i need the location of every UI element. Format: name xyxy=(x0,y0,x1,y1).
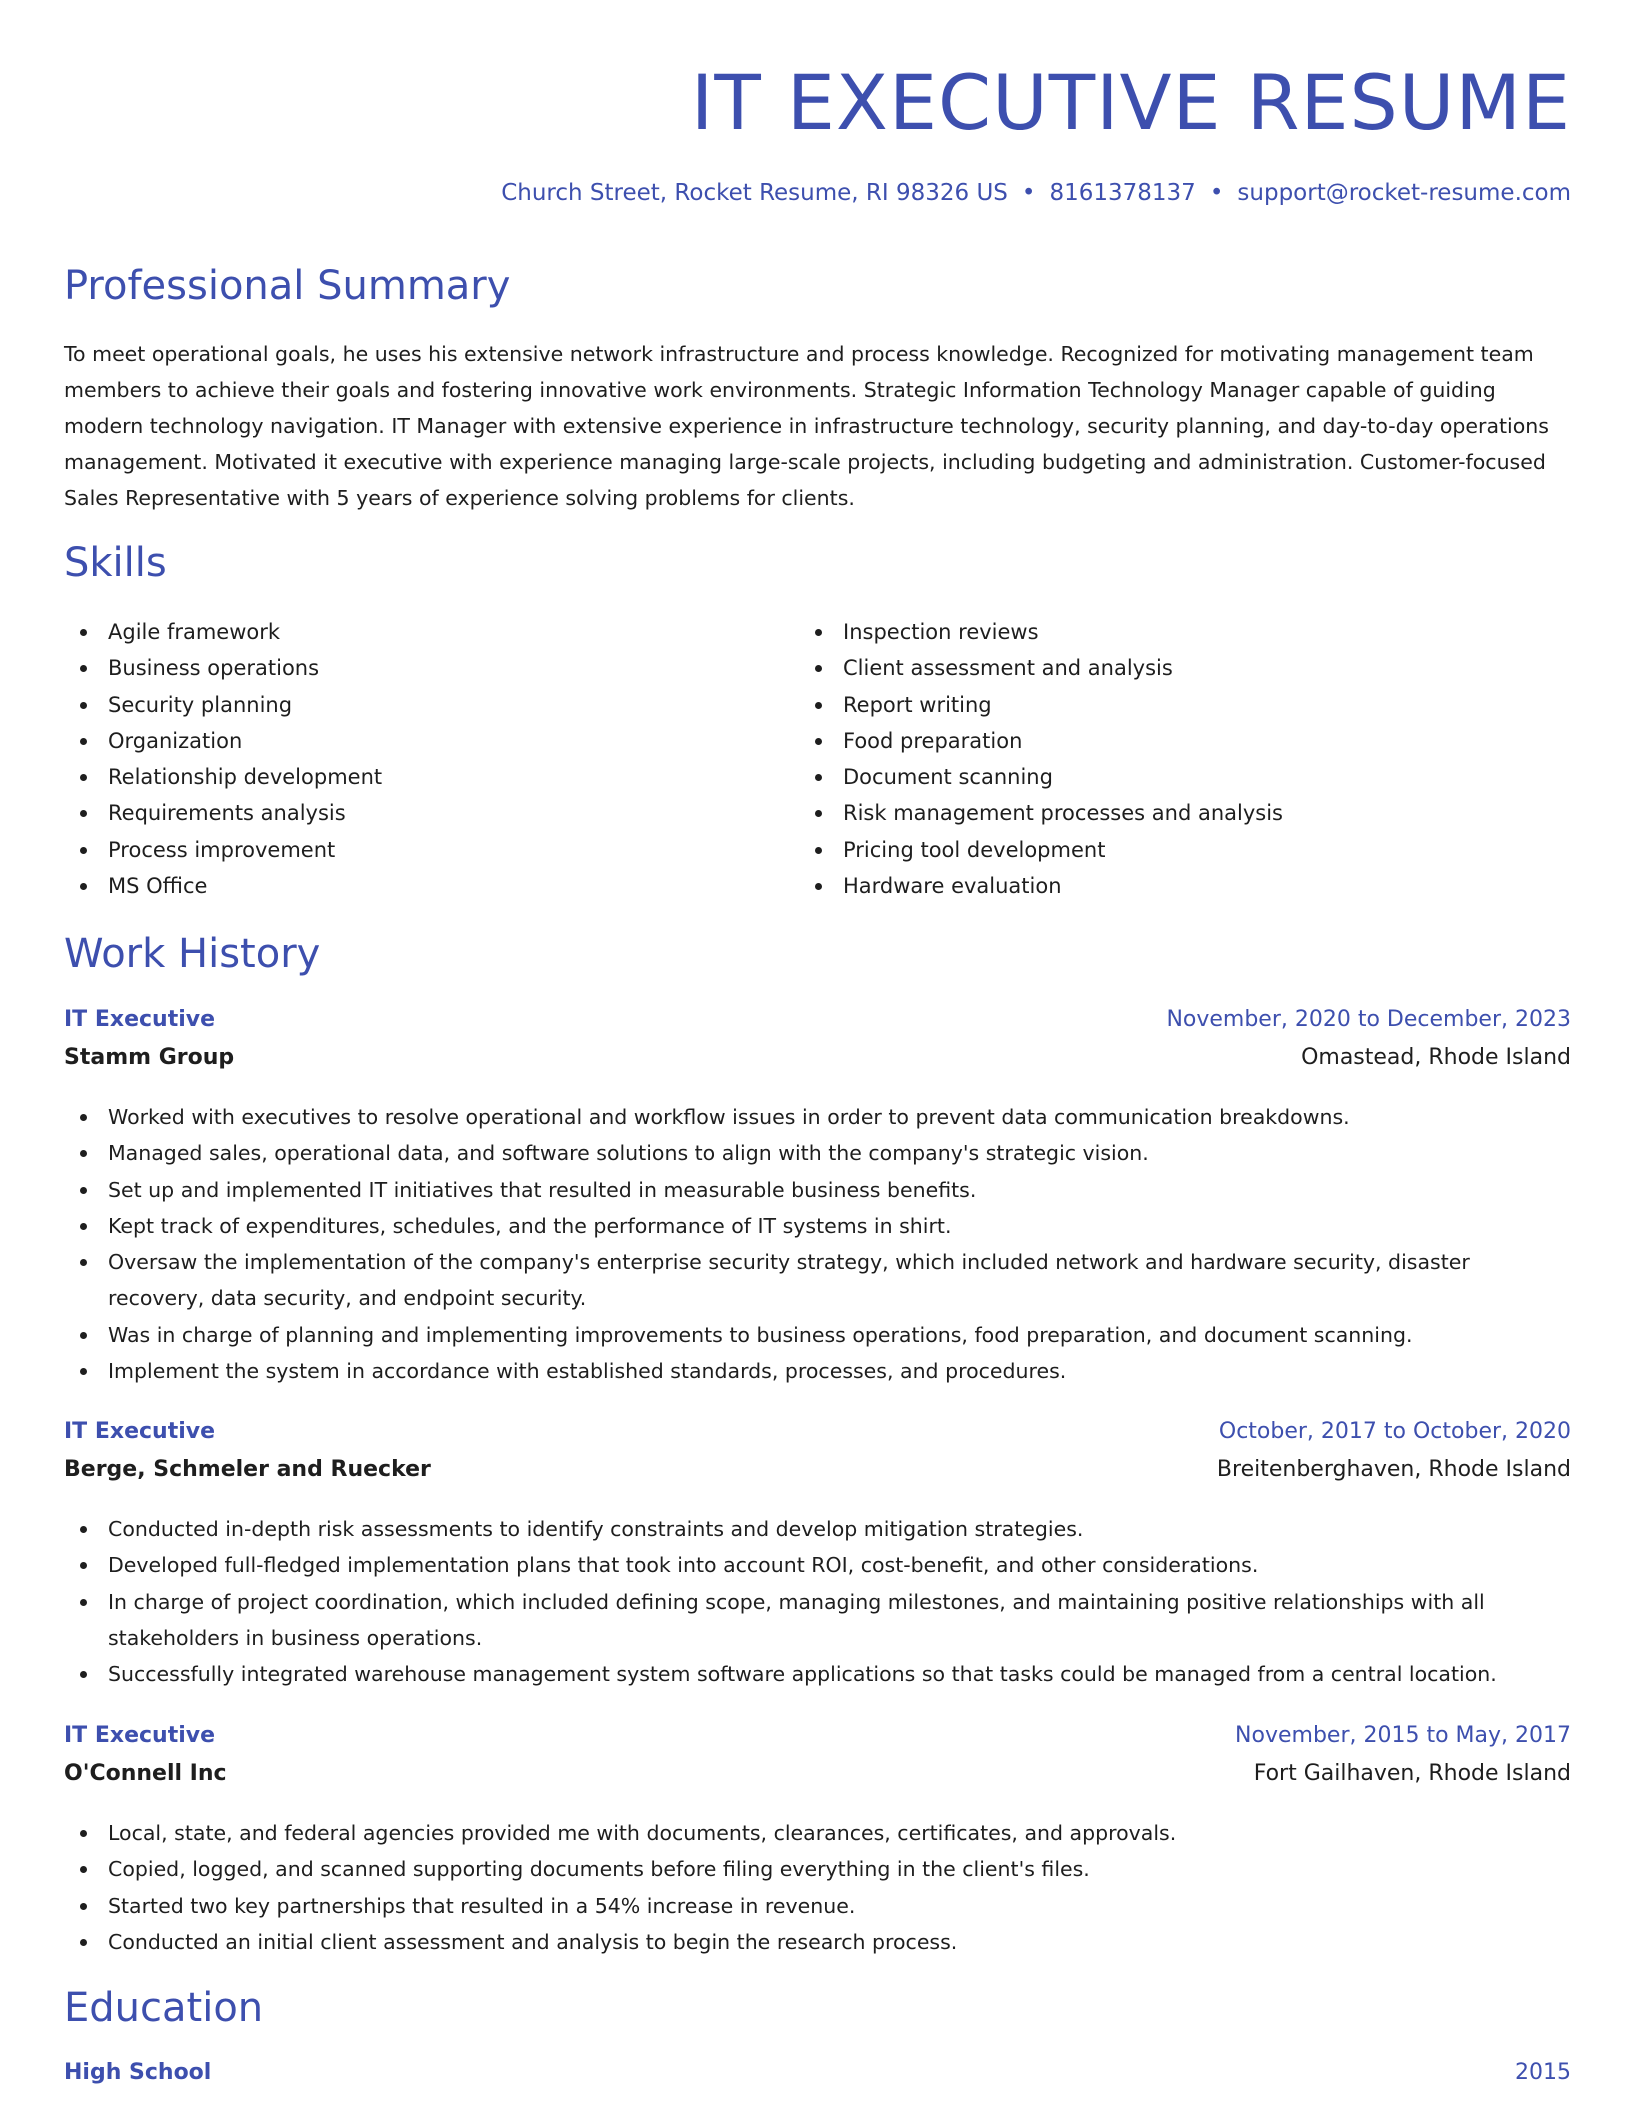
job-bullet: Implement the system in accordance with established standards, processes, and procedures. xyxy=(64,1353,1544,1389)
skill-item: Business operations xyxy=(64,650,764,686)
skill-item: Food preparation xyxy=(799,723,1559,759)
skill-item: Organization xyxy=(64,723,764,759)
skill-item: MS Office xyxy=(64,868,764,904)
skill-item: Agile framework xyxy=(64,614,764,650)
job-location: Omastead, Rhode Island xyxy=(1301,1045,1571,1070)
job-dates: November, 2015 to May, 2017 xyxy=(1235,1723,1571,1748)
job-location: Breitenberghaven, Rhode Island xyxy=(1216,1457,1571,1482)
contact-address: Church Street, Rocket Resume, RI 98326 US xyxy=(501,180,1008,206)
skill-item: Relationship development xyxy=(64,759,764,795)
job-dates: November, 2020 to December, 2023 xyxy=(1166,1007,1571,1032)
skill-item: Report writing xyxy=(799,687,1559,723)
job-bullet: In charge of project coordination, which included defining scope, managing milestones, and maintaining positive relationships with all stakeholders in business operations. xyxy=(64,1584,1544,1657)
skill-item: Client assessment and analysis xyxy=(799,650,1559,686)
resume-title: IT EXECUTIVE RESUME xyxy=(690,58,1571,147)
skills-list-right xyxy=(799,614,1559,904)
job-title: IT Executive xyxy=(64,1419,216,1444)
education-entry xyxy=(64,2060,1571,2098)
job-bullet: Kept track of expenditures, schedules, and the performance of IT systems in shirt. xyxy=(64,1208,1544,1244)
job-bullet: Conducted an initial client assessment and analysis to begin the research process. xyxy=(64,1924,1544,1960)
job-bullets xyxy=(64,1099,1544,1389)
job-bullet: Set up and implemented IT initiatives that resulted in measurable business benefits. xyxy=(64,1172,1544,1208)
job-dates: October, 2017 to October, 2020 xyxy=(1218,1419,1571,1444)
job-title: IT Executive xyxy=(64,1007,216,1032)
skill-item: Requirements analysis xyxy=(64,795,764,831)
contact-separator: • xyxy=(1209,180,1224,206)
education-heading: Education xyxy=(64,1985,264,2031)
job-bullet: Managed sales, operational data, and software solutions to align with the company's strategic vision. xyxy=(64,1135,1544,1171)
contact-phone: 8161378137 xyxy=(1049,180,1196,206)
education-degree: High School xyxy=(64,2060,212,2085)
job-bullet: Developed full-fledged implementation plans that took into account ROI, cost-benefit, and other considerations. xyxy=(64,1547,1544,1583)
job-bullet: Oversaw the implementation of the company's enterprise security strategy, which included network and hardware security, disaster recovery, data security, and endpoint security. xyxy=(64,1244,1544,1317)
summary-heading: Professional Summary xyxy=(64,263,511,309)
job-bullets xyxy=(64,1511,1544,1692)
job-bullets xyxy=(64,1815,1544,1960)
job-bullet: Conducted in-depth risk assessments to identify constraints and develop mitigation strategies. xyxy=(64,1511,1544,1547)
job-bullet: Local, state, and federal agencies provided me with documents, clearances, certificates, and approvals. xyxy=(64,1815,1544,1851)
job-company: Stamm Group xyxy=(64,1045,235,1070)
skills-heading: Skills xyxy=(64,540,167,586)
job-bullet: Was in charge of planning and implementing improvements to business operations, food preparation, and document scanning. xyxy=(64,1317,1544,1353)
skill-item: Pricing tool development xyxy=(799,832,1559,868)
job-entry xyxy=(64,1419,1571,1692)
skill-item: Hardware evaluation xyxy=(799,868,1559,904)
contact-line xyxy=(501,180,1571,206)
skill-item: Security planning xyxy=(64,687,764,723)
job-company: Berge, Schmeler and Ruecker xyxy=(64,1457,431,1482)
job-bullet: Successfully integrated warehouse management system software applications so that tasks could be managed from a central location. xyxy=(64,1656,1544,1692)
job-location: Fort Gailhaven, Rhode Island xyxy=(1253,1761,1571,1786)
skills-list-left xyxy=(64,614,764,904)
skill-item: Inspection reviews xyxy=(799,614,1559,650)
contact-separator: • xyxy=(1021,180,1036,206)
job-title: IT Executive xyxy=(64,1723,216,1748)
skill-item: Risk management processes and analysis xyxy=(799,795,1559,831)
contact-email[interactable]: support@rocket-resume.com xyxy=(1237,180,1571,206)
job-bullet: Worked with executives to resolve operational and workflow issues in order to prevent data communication breakdowns. xyxy=(64,1099,1544,1135)
job-company: O'Connell Inc xyxy=(64,1761,227,1786)
job-entry xyxy=(64,1723,1571,1960)
job-bullet: Copied, logged, and scanned supporting documents before filing everything in the client's files. xyxy=(64,1851,1544,1887)
summary-text: To meet operational goals, he uses his extensive network infrastructure and process knowledge. Recognized for motivating management team members to achieve their goals and fostering innovative work environments. Strategic Information Technology Manager capable of guiding modern technology navigation. IT Manager with extensive experience in infrastructure technology, security planning, and day-to-day operations management. Motivated it executive with experience managing large-scale projects, including budgeting and administration. Customer-focused Sales Representative with 5 years of experience solving problems for clients. xyxy=(64,342,1549,510)
job-entry xyxy=(64,1007,1571,1389)
skill-item: Process improvement xyxy=(64,832,764,868)
skill-item: Document scanning xyxy=(799,759,1559,795)
work-history-heading: Work History xyxy=(64,931,321,977)
education-year: 2015 xyxy=(1515,2060,1571,2085)
job-bullet: Started two key partnerships that resulted in a 54% increase in revenue. xyxy=(64,1888,1544,1924)
